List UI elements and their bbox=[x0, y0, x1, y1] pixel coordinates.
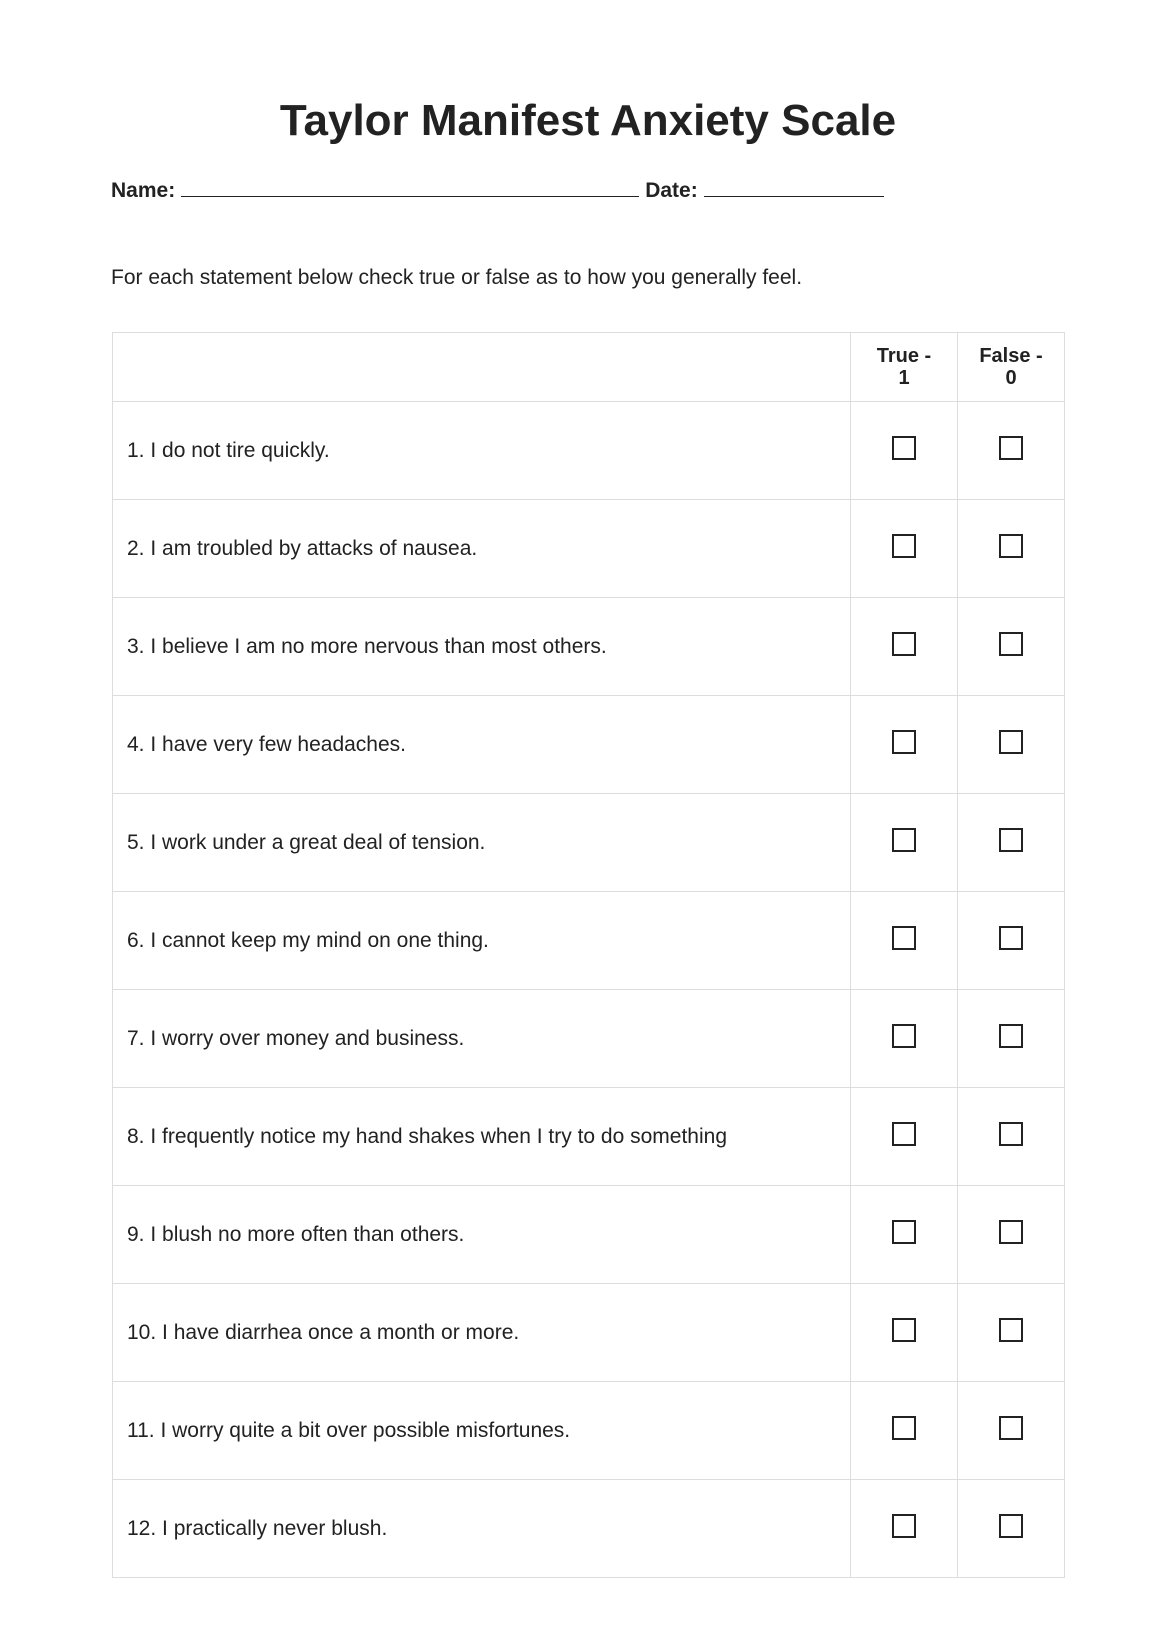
true-checkbox[interactable] bbox=[892, 828, 916, 852]
false-header bbox=[958, 333, 1065, 402]
true-checkbox[interactable] bbox=[892, 534, 916, 558]
table-row bbox=[113, 696, 1065, 794]
table-row bbox=[113, 1284, 1065, 1382]
table-row bbox=[113, 794, 1065, 892]
true-checkbox[interactable] bbox=[892, 1514, 916, 1538]
statement: 9. I blush no more often than others. bbox=[113, 1186, 851, 1284]
false-checkbox[interactable] bbox=[999, 1024, 1023, 1048]
statement: 8. I frequently notice my hand shakes when I try to do something bbox=[113, 1088, 851, 1186]
false-cell bbox=[958, 892, 1065, 990]
true-cell bbox=[851, 990, 958, 1088]
true-checkbox[interactable] bbox=[892, 1318, 916, 1342]
true-checkbox[interactable] bbox=[892, 632, 916, 656]
statement: 3. I believe I am no more nervous than most others. bbox=[113, 598, 851, 696]
true-checkbox[interactable] bbox=[892, 1024, 916, 1048]
date-label: Date: bbox=[645, 179, 698, 202]
instructions: For each statement below check true or false as to how you generally feel. bbox=[111, 266, 803, 289]
date-field[interactable] bbox=[704, 178, 884, 197]
false-cell bbox=[958, 1088, 1065, 1186]
questionnaire-table bbox=[112, 332, 1065, 1578]
false-cell bbox=[958, 696, 1065, 794]
table-row bbox=[113, 1186, 1065, 1284]
true-cell bbox=[851, 1088, 958, 1186]
true-cell bbox=[851, 1480, 958, 1578]
true-checkbox[interactable] bbox=[892, 730, 916, 754]
false-cell bbox=[958, 1382, 1065, 1480]
false-checkbox[interactable] bbox=[999, 828, 1023, 852]
false-checkbox[interactable] bbox=[999, 1514, 1023, 1538]
false-cell bbox=[958, 990, 1065, 1088]
false-checkbox[interactable] bbox=[999, 1318, 1023, 1342]
statement: 12. I practically never blush. bbox=[113, 1480, 851, 1578]
statement: 6. I cannot keep my mind on one thing. bbox=[113, 892, 851, 990]
statement: 2. I am troubled by attacks of nausea. bbox=[113, 500, 851, 598]
false-checkbox[interactable] bbox=[999, 1122, 1023, 1146]
table-row bbox=[113, 500, 1065, 598]
true-header bbox=[851, 333, 958, 402]
true-cell bbox=[851, 696, 958, 794]
false-cell bbox=[958, 402, 1065, 500]
true-cell bbox=[851, 892, 958, 990]
false-cell bbox=[958, 794, 1065, 892]
false-cell bbox=[958, 1480, 1065, 1578]
true-checkbox[interactable] bbox=[892, 1416, 916, 1440]
false-value: 0 bbox=[1005, 367, 1017, 389]
table-row bbox=[113, 1382, 1065, 1480]
false-label: False - bbox=[979, 345, 1043, 367]
statement: 1. I do not tire quickly. bbox=[113, 402, 851, 500]
statement: 11. I worry quite a bit over possible misfortunes. bbox=[113, 1382, 851, 1480]
statement: 4. I have very few headaches. bbox=[113, 696, 851, 794]
true-cell bbox=[851, 402, 958, 500]
false-cell bbox=[958, 500, 1065, 598]
false-cell bbox=[958, 1284, 1065, 1382]
name-field[interactable] bbox=[181, 178, 639, 197]
false-checkbox[interactable] bbox=[999, 1416, 1023, 1440]
table-row bbox=[113, 402, 1065, 500]
table-row bbox=[113, 1480, 1065, 1578]
true-cell bbox=[851, 500, 958, 598]
name-date-line bbox=[111, 178, 890, 203]
true-cell bbox=[851, 598, 958, 696]
true-cell bbox=[851, 1186, 958, 1284]
true-checkbox[interactable] bbox=[892, 1220, 916, 1244]
statement-header bbox=[113, 333, 851, 402]
false-checkbox[interactable] bbox=[999, 926, 1023, 950]
table-row bbox=[113, 990, 1065, 1088]
false-checkbox[interactable] bbox=[999, 632, 1023, 656]
page-title: Taylor Manifest Anxiety Scale bbox=[279, 96, 897, 145]
false-checkbox[interactable] bbox=[999, 534, 1023, 558]
statement: 10. I have diarrhea once a month or more. bbox=[113, 1284, 851, 1382]
true-cell bbox=[851, 1382, 958, 1480]
false-checkbox[interactable] bbox=[999, 1220, 1023, 1244]
true-checkbox[interactable] bbox=[892, 436, 916, 460]
statement: 5. I work under a great deal of tension. bbox=[113, 794, 851, 892]
true-cell bbox=[851, 794, 958, 892]
table-row bbox=[113, 1088, 1065, 1186]
statement: 7. I worry over money and business. bbox=[113, 990, 851, 1088]
false-checkbox[interactable] bbox=[999, 730, 1023, 754]
true-cell bbox=[851, 1284, 958, 1382]
true-value: 1 bbox=[898, 367, 910, 389]
table-row bbox=[113, 598, 1065, 696]
table-row bbox=[113, 892, 1065, 990]
true-label: True - bbox=[876, 345, 932, 367]
false-checkbox[interactable] bbox=[999, 436, 1023, 460]
true-checkbox[interactable] bbox=[892, 926, 916, 950]
name-label: Name: bbox=[111, 179, 176, 202]
false-cell bbox=[958, 598, 1065, 696]
false-cell bbox=[958, 1186, 1065, 1284]
true-checkbox[interactable] bbox=[892, 1122, 916, 1146]
